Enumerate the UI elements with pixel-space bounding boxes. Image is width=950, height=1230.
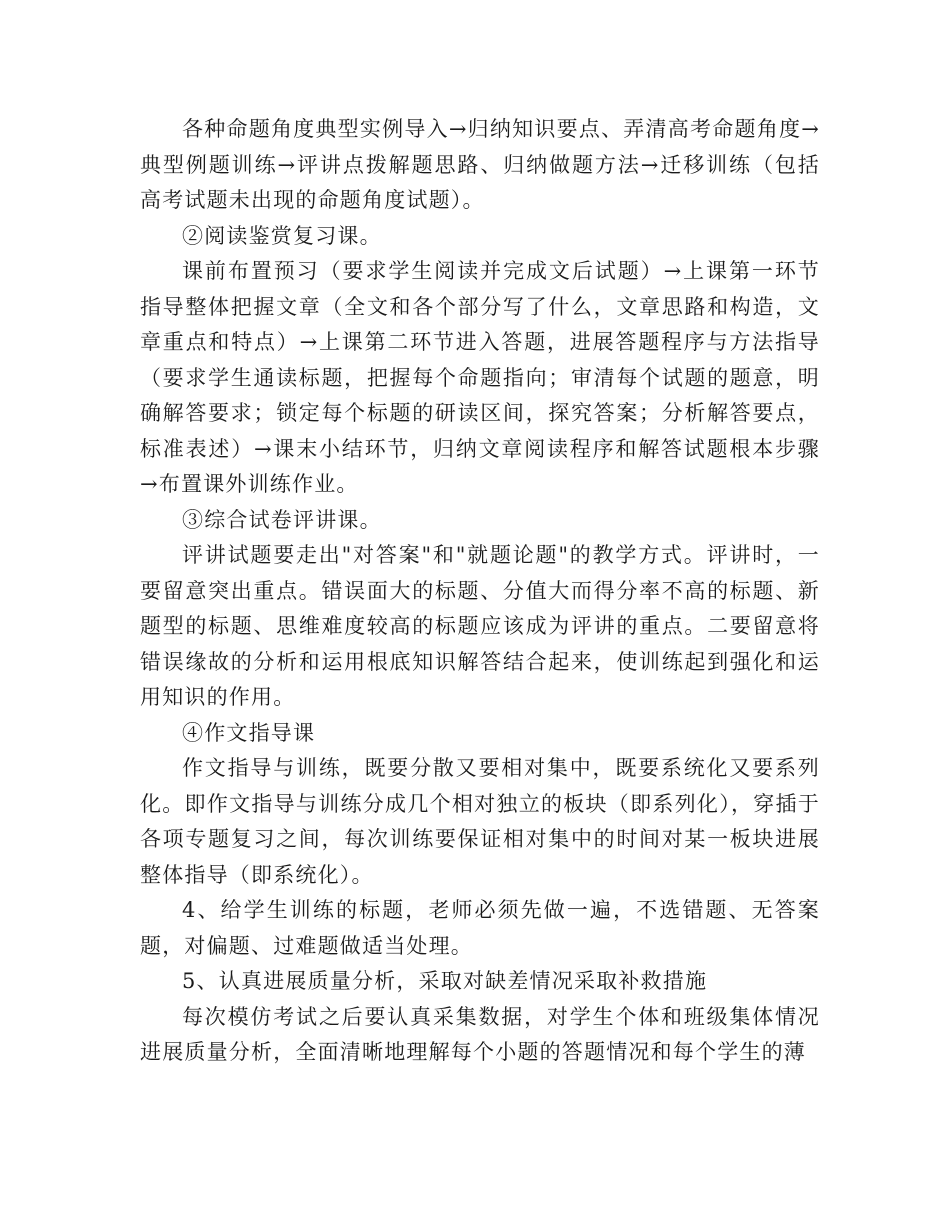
- paragraph-8: 4、给学生训练的标题，老师必须先做一遍，不选错题、无答案题，对偏题、过难题做适当处理。: [140, 898, 820, 958]
- paragraph-1: 各种命题角度典型实例导入→归纳知识要点、弄清高考命题角度→典型例题训练→评讲点拨解题思路、归纳做题方法→迁移训练（包括高考试题未出现的命题角度试题）。: [140, 117, 820, 212]
- paragraph-9-heading: 5、认真进展质量分析，采取对缺差情况采取补救措施: [182, 969, 708, 993]
- paragraph-3: 课前布置预习（要求学生阅读并完成文后试题）→上课第一环节指导整体把握文章（全文和各个部分写了什么，文章思路和构造，文章重点和特点）→上课第二环节进入答题，进展答题程序与方法指导（要求学生通读标题，把握每个命题指向；审清每个试题的题意，明确解答要求；锁定每个标题的研读区间，探究答案；分析解答要点，标准表述）→课末小结环节，归纳文章阅读程序和解答试题根本步骤→布置课外训练作业。: [140, 259, 820, 496]
- paragraph-4-heading: ③综合试卷评讲课。: [182, 507, 382, 532]
- paragraph-10: 每次模仿考试之后要认真采集数据，对学生个体和班级集体情况进展质量分析，全面清晰地理解每个小题的答题情况和每个学生的薄: [140, 1004, 820, 1064]
- paragraph-6-heading: ④作文指导课: [182, 720, 316, 745]
- paragraph-5: 评讲试题要走出"对答案"和"就题论题"的教学方式。评讲时，一要留意突出重点。错误面大的标题、分值大而得分率不高的标题、新题型的标题、思维难度较高的标题应该成为评讲的重点。二要留意将错误缘故的分析和运用根底知识解答结合起来，使训练起到强化和运用知识的作用。: [140, 543, 820, 709]
- document-body: [140, 112, 820, 1071]
- paragraph-7: 作文指导与训练，既要分散又要相对集中，既要系统化又要系列化。即作文指导与训练分成几个相对独立的板块（即系列化），穿插于各项专题复习之间，每次训练要保证相对集中的时间对某一板块进展整体指导（即系统化）。: [140, 756, 820, 887]
- paragraph-2-heading: ②阅读鉴赏复习课。: [182, 223, 382, 248]
